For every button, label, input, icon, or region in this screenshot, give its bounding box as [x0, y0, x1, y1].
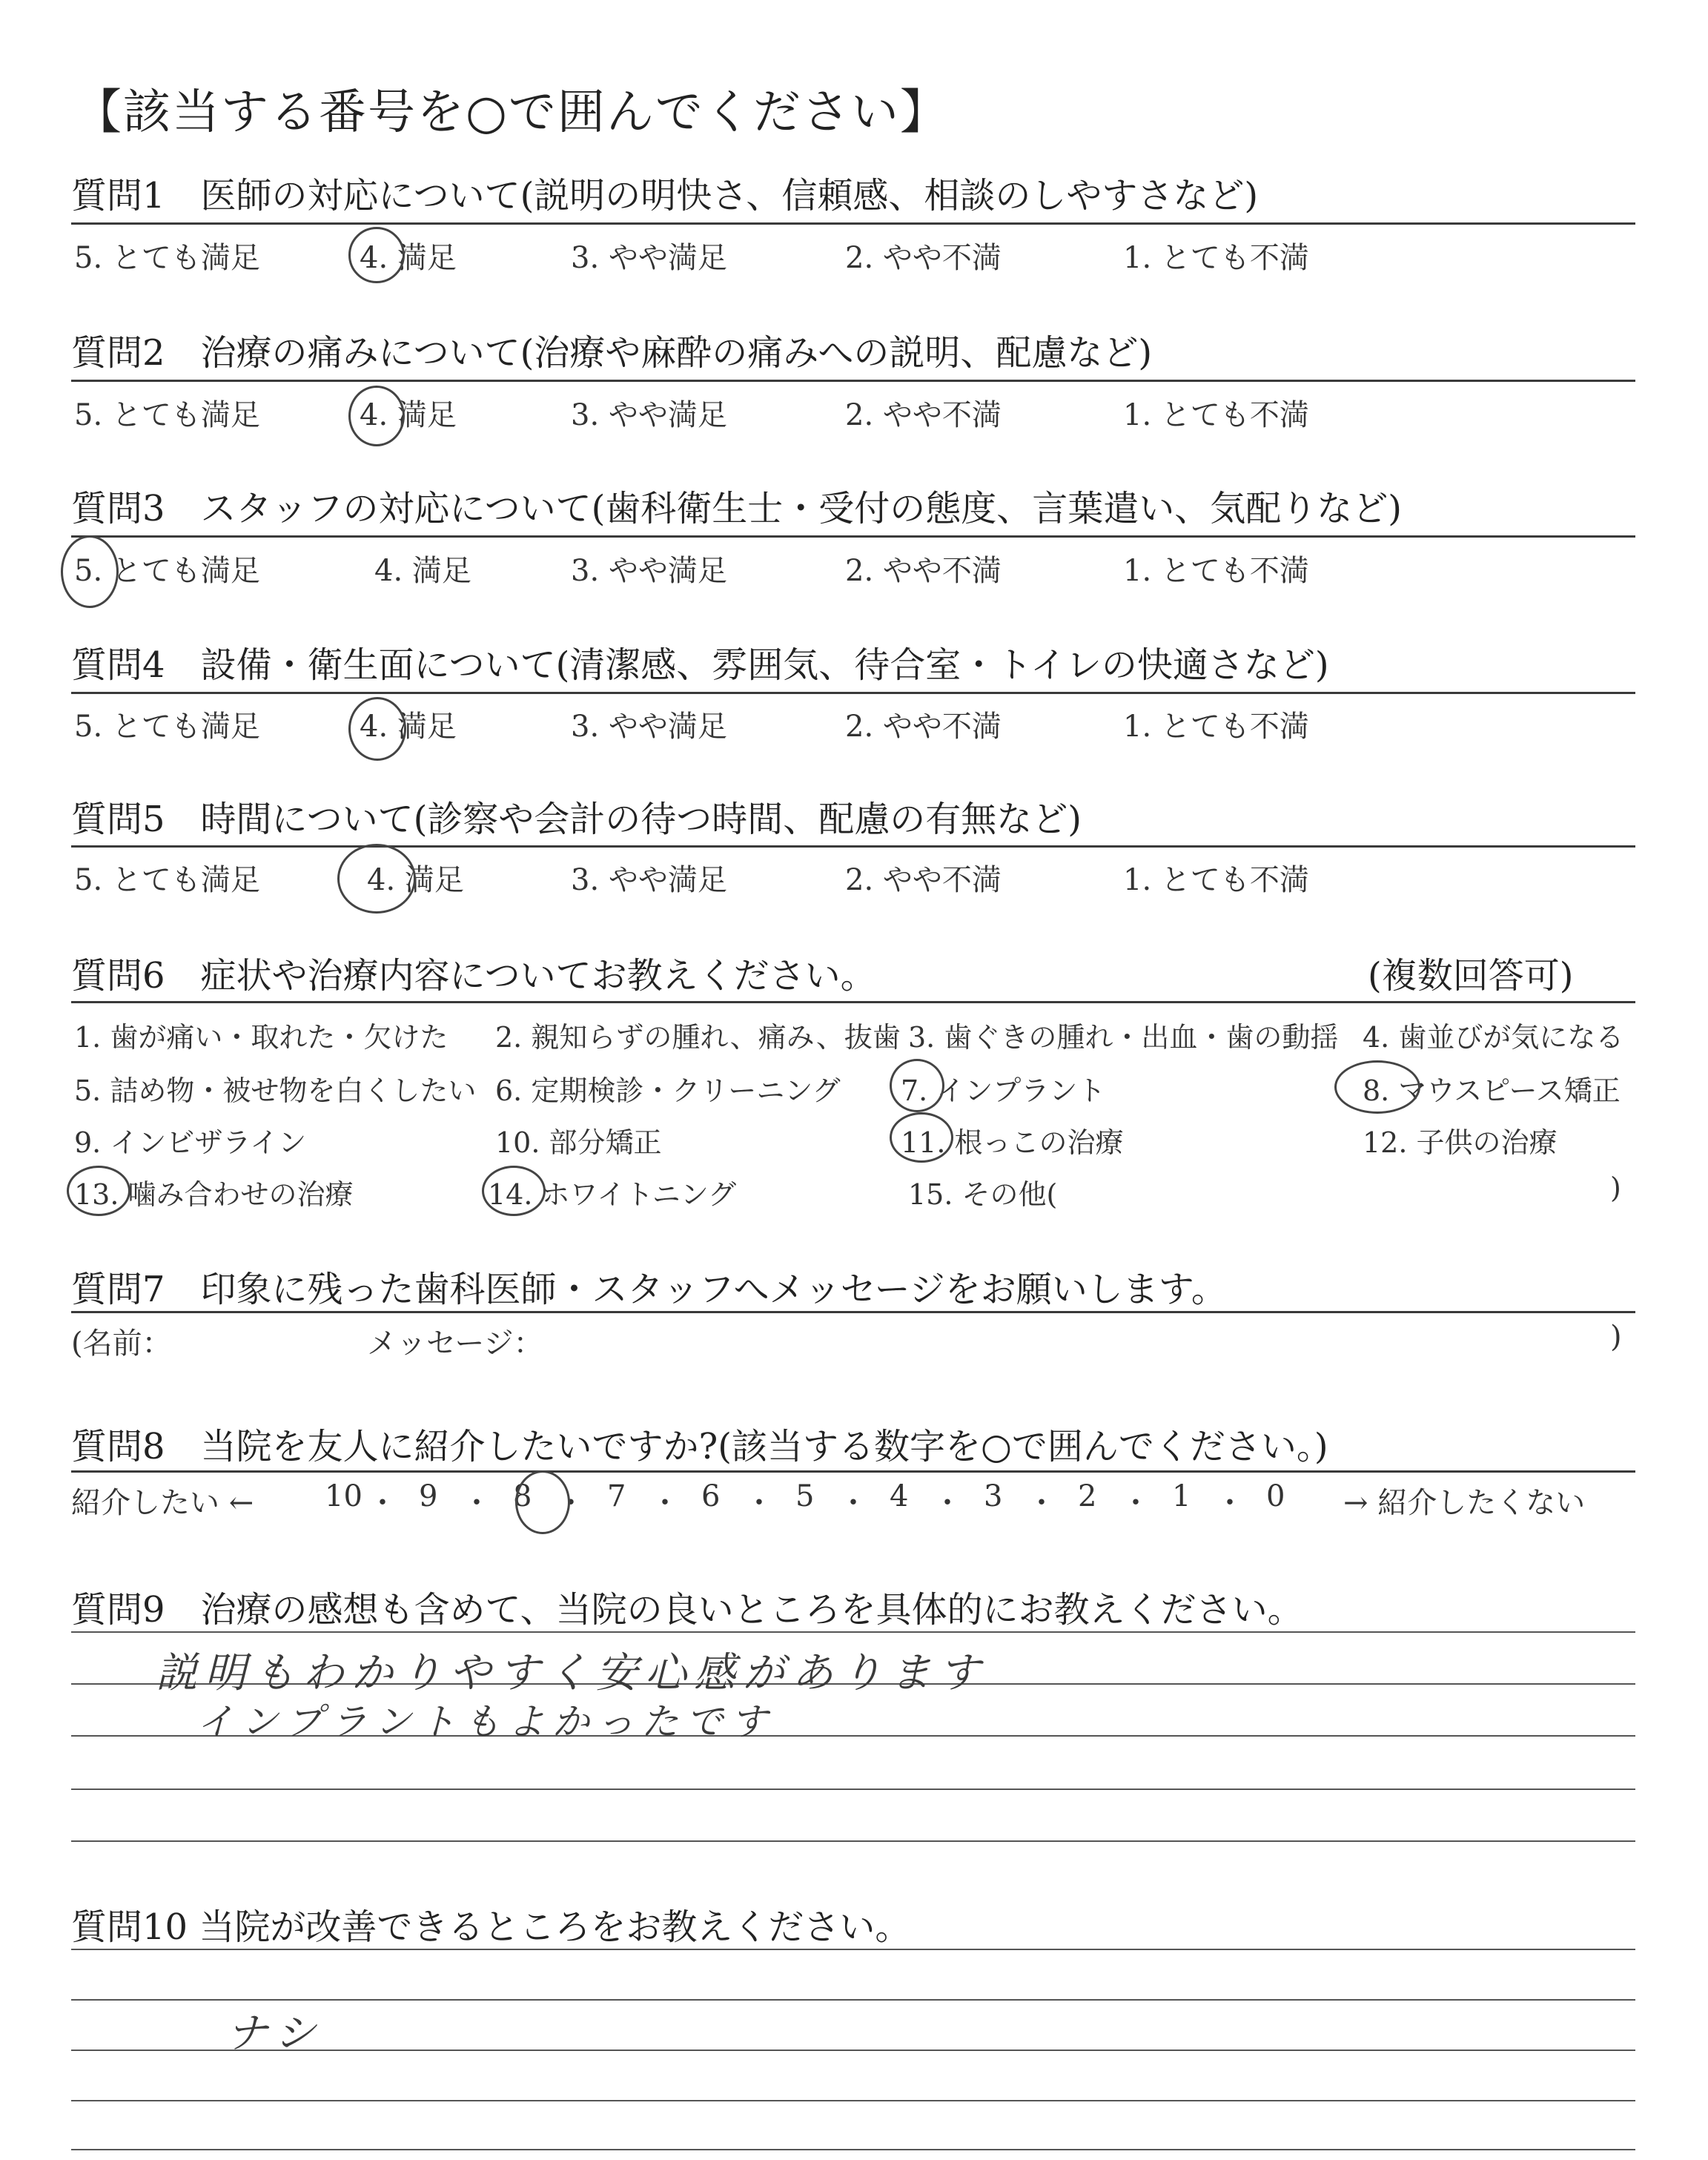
q4-selection-circle [348, 697, 406, 761]
q3-option-3[interactable]: 3. やや満足 [571, 554, 727, 588]
q6-item-15-close-paren: ) [1610, 1172, 1621, 1204]
q4-option-2[interactable]: 2. やや不満 [845, 710, 1002, 744]
q5-rule [71, 845, 1635, 848]
q4-option-5[interactable]: 5. とても満足 [74, 710, 260, 744]
q4-rule [71, 692, 1635, 694]
q6-item-3[interactable]: 3. 歯ぐきの腫れ・出血・歯の動揺 [908, 1021, 1339, 1054]
q3-option-5[interactable]: 5. とても満足 [74, 554, 260, 588]
q6-circle-11 [890, 1112, 953, 1163]
q8-scale-1[interactable]: 1 [1172, 1479, 1191, 1513]
q6-circle-8 [1334, 1060, 1420, 1114]
q6-circle-14 [482, 1166, 546, 1216]
q9-answer-line-2: インプラントもよかったです [196, 1700, 775, 1743]
q6-title: 質問6 症状や治療内容についてお教えください。 [71, 955, 876, 997]
q5-title: 質問5 時間について(診察や会計の待つ時間、配慮の有無など) [71, 799, 1082, 840]
q8-scale-separator: ・ [933, 1486, 962, 1520]
q5-option-2[interactable]: 2. やや不満 [845, 863, 1002, 897]
q8-scale-7[interactable]: 7 [607, 1479, 626, 1513]
q1-selection-circle [348, 227, 405, 283]
q3-option-1[interactable]: 1. とても不満 [1123, 554, 1309, 588]
q6-item-14[interactable]: 14. ホワイトニング [488, 1178, 737, 1211]
q9-line-5 [71, 1840, 1635, 1842]
q3-option-2[interactable]: 2. やや不満 [845, 554, 1002, 588]
q8-scale-4[interactable]: 4 [890, 1479, 909, 1513]
q8-scale-0[interactable]: 0 [1266, 1479, 1285, 1513]
q8-selection-circle [515, 1470, 570, 1534]
q10-line-5 [71, 2149, 1635, 2150]
q6-item-1[interactable]: 1. 歯が痛い・取れた・欠けた [74, 1021, 448, 1054]
q1-option-3[interactable]: 3. やや満足 [571, 241, 727, 275]
q9-line-4 [71, 1789, 1635, 1790]
q8-left-label: 紹介したい ← [71, 1486, 254, 1520]
q1-rule [71, 222, 1635, 225]
q8-scale-separator: ・ [838, 1486, 868, 1520]
q1-option-2[interactable]: 2. やや不満 [845, 241, 1002, 275]
q7-message-label: メッセージ： [367, 1327, 543, 1361]
q6-item-13[interactable]: 13. 噛み合わせの治療 [74, 1178, 354, 1211]
q4-option-1[interactable]: 1. とても不満 [1123, 710, 1309, 744]
q8-scale-separator: ・ [744, 1486, 774, 1520]
q8-scale-8[interactable]: 8 [513, 1479, 532, 1513]
q1-title: 質問1 医師の対応について(説明の明快さ、信頼感、相談のしやすさなど) [71, 175, 1259, 217]
q6-item-6[interactable]: 6. 定期検診・クリーニング [495, 1074, 841, 1107]
q6-item-7[interactable]: 7. インプラント [901, 1074, 1106, 1107]
q6-item-11[interactable]: 11. 根っこの治療 [901, 1126, 1124, 1159]
q7-rule [71, 1311, 1635, 1313]
q8-scale-separator: ・ [1027, 1486, 1056, 1520]
q10-line-1 [71, 1949, 1635, 1950]
q3-option-4[interactable]: 4. 満足 [374, 554, 471, 588]
q8-rule [71, 1470, 1635, 1473]
q6-item-4[interactable]: 4. 歯並びが気になる [1363, 1021, 1624, 1054]
q4-option-4[interactable]: 4. 満足 [360, 710, 457, 744]
q8-scale-2[interactable]: 2 [1078, 1479, 1097, 1513]
q6-item-5[interactable]: 5. 詰め物・被せ物を白くしたい [74, 1074, 477, 1107]
q5-option-4[interactable]: 4. 満足 [367, 863, 464, 897]
q8-scale-6[interactable]: 6 [701, 1479, 721, 1513]
q10-answer-line-1: ナシ [226, 2009, 323, 2058]
page-header: 【該当する番号を○で囲んでください】 [74, 85, 949, 140]
q6-item-2[interactable]: 2. 親知らずの腫れ、痛み、抜歯 [495, 1021, 901, 1054]
q8-scale-3[interactable]: 3 [984, 1479, 1003, 1513]
q8-scale-5[interactable]: 5 [795, 1479, 815, 1513]
q6-item-15[interactable]: 15. その他( [908, 1178, 1058, 1211]
q9-title: 質問9 治療の感想も含めて、当院の良いところを具体的にお教えください。 [71, 1589, 1303, 1631]
q3-title: 質問3 スタッフの対応について(歯科衛生士・受付の態度、言葉遣い、気配りなど) [71, 488, 1403, 529]
q2-option-1[interactable]: 1. とても不満 [1123, 398, 1309, 432]
q8-scale-separator: ・ [650, 1486, 680, 1520]
q9-line-1 [71, 1631, 1635, 1633]
q4-option-3[interactable]: 3. やや満足 [571, 710, 727, 744]
q2-option-4[interactable]: 4. 満足 [360, 398, 457, 432]
q6-circle-7 [890, 1059, 944, 1112]
q6-item-8[interactable]: 8. マウスピース矯正 [1363, 1074, 1621, 1107]
q1-option-1[interactable]: 1. とても不満 [1123, 241, 1309, 275]
q10-line-4 [71, 2100, 1635, 2101]
q6-circle-13 [67, 1166, 130, 1216]
q8-scale-separator: ・ [1121, 1486, 1151, 1520]
q8-title: 質問8 当院を友人に紹介したいですか?(該当する数字を○で囲んでください。) [71, 1426, 1328, 1467]
q2-rule [71, 380, 1635, 382]
q8-scale-separator: ・ [556, 1486, 586, 1520]
q2-selection-circle [348, 386, 405, 446]
q2-option-2[interactable]: 2. やや不満 [845, 398, 1002, 432]
q8-scale-9[interactable]: 9 [419, 1479, 438, 1513]
q2-option-3[interactable]: 3. やや満足 [571, 398, 727, 432]
q8-scale-separator: ・ [462, 1486, 491, 1520]
q7-close-paren: ) [1610, 1320, 1622, 1354]
q7-name-label: (名前： [71, 1327, 172, 1361]
q1-option-5[interactable]: 5. とても満足 [74, 241, 260, 275]
q4-title: 質問4 設備・衛生面について(清潔感、雰囲気、待合室・トイレの快適さなど) [71, 644, 1329, 686]
q1-option-4[interactable]: 4. 満足 [360, 241, 457, 275]
q5-option-5[interactable]: 5. とても満足 [74, 863, 260, 897]
q6-item-10[interactable]: 10. 部分矯正 [495, 1126, 662, 1159]
q6-note: (複数回答可) [1368, 955, 1574, 997]
q8-scale-separator: ・ [1215, 1486, 1245, 1520]
q3-rule [71, 535, 1635, 538]
q8-scale-10[interactable]: 10 [325, 1479, 363, 1513]
q6-item-12[interactable]: 12. 子供の治療 [1363, 1126, 1558, 1159]
q5-option-3[interactable]: 3. やや満足 [571, 863, 727, 897]
q3-selection-circle [61, 535, 119, 608]
q9-answer-line-1: 説明もわかりやすく安心感があります [156, 1649, 987, 1697]
q7-title: 質問7 印象に残った歯科医師・スタッフへメッセージをお願いします。 [71, 1269, 1227, 1310]
q8-scale-separator: ・ [368, 1486, 397, 1520]
q6-item-9[interactable]: 9. インビザライン [74, 1126, 307, 1159]
q2-title: 質問2 治療の痛みについて(治療や麻酔の痛みへの説明、配慮など) [71, 332, 1153, 374]
q8-right-label: → 紹介したくない [1343, 1486, 1586, 1520]
q5-selection-circle [337, 844, 416, 914]
q6-rule [71, 1001, 1635, 1003]
q5-option-1[interactable]: 1. とても不満 [1123, 863, 1309, 897]
q10-title: 質問10 当院が改善できるところをお教えください。 [71, 1906, 911, 1948]
q2-option-5[interactable]: 5. とても満足 [74, 398, 260, 432]
